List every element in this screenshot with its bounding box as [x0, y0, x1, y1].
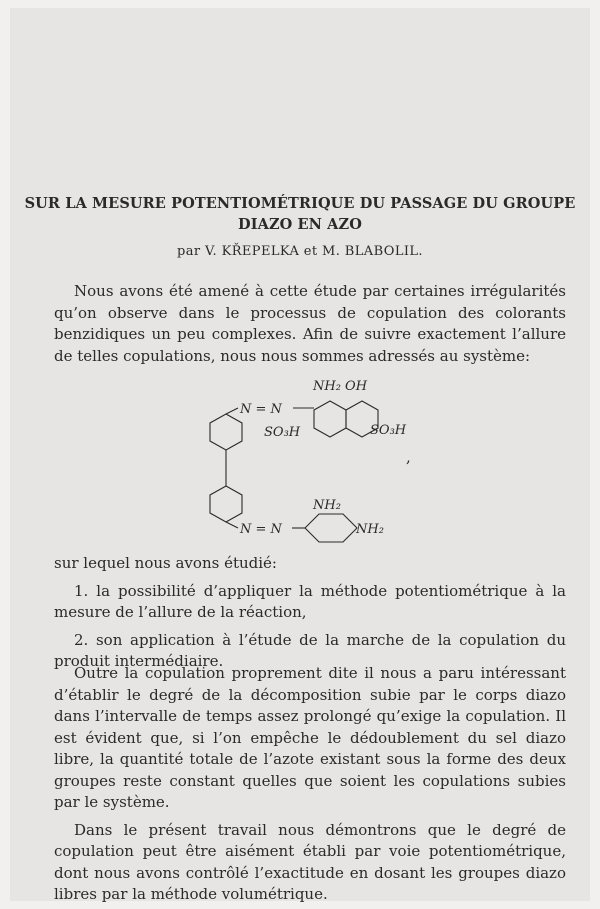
- paragraph-decomposition: Outre la copulation proprement dite il nous a paru intéressant d’établir le degré de la décomposition subie par le corps diazo dans l’intervalle de temps assez prolongé qu’exige la copulation. Il est évident que, si l’on empêche le dédoublement du sel diazo libre, la quantité totale de l’azote existant sous la forme des deux groupes reste constant quelles que soient les copulations subies par le système.: [54, 664, 566, 811]
- azo-bond-top: [226, 408, 238, 414]
- azo-bond-bottom: [226, 522, 238, 528]
- nh2-right-label: NH₂: [356, 522, 384, 537]
- nh2-oh-label: NH₂ OH: [313, 379, 368, 394]
- so3h-left-label: SO₃H: [264, 425, 301, 440]
- article-authors: par V. KŘEPELKA et M. BLABOLIL.: [177, 244, 423, 259]
- list-item-1: 1. la possibilité d’appliquer la méthode potentiométrique à la mesure de l’allure de la réaction,: [54, 581, 566, 621]
- title-line-1: SUR LA MESURE POTENTIOMÉTRIQUE DU PASSAGE DU GROUPE: [24, 195, 576, 212]
- intro-paragraph: Nous avons été amené à cette étude par certaines irrégularités qu’on observe dans le processus de copulation des colorants benzidiques un peu complexes. Afin de suivre exactement l’allure de telles copulations, nous nous sommes adressés au système:: [54, 282, 566, 365]
- title-line-2: DIAZO EN AZO: [238, 216, 362, 233]
- list-intro: sur lequel nous avons étudié:: [54, 554, 277, 572]
- azo-bottom-label: N = N: [240, 522, 282, 537]
- journal-page: [10, 8, 590, 901]
- azo-top-label: N = N: [240, 402, 282, 417]
- list-item-2: 2. son application à l’étude de la marche de la copulation du produit intermédiaire.: [54, 630, 566, 670]
- paragraph-conclusion: Dans le présent travail nous démontrons que le degré de copulation peut être aisément établi par voie potentiométrique, dont nous avons contrôlé l’exactitude en dosant les groupes diazo libres par la méthode volumétrique.: [54, 820, 566, 903]
- benzidine-ring-lower: [210, 486, 242, 522]
- benzidine-ring-upper: [210, 414, 242, 450]
- nh2-top-label: NH₂: [313, 498, 341, 513]
- study-list: [54, 553, 566, 673]
- naphthalene-ring-left: [314, 401, 346, 437]
- body-text: [54, 663, 566, 906]
- intro-block: [54, 281, 566, 367]
- diamine-ring: [305, 514, 357, 542]
- so3h-right-label: SO₃H: [370, 423, 407, 438]
- chemical-structure-diagram: [160, 368, 420, 548]
- formula-comma: ,: [406, 448, 411, 466]
- article-title: [10, 193, 590, 235]
